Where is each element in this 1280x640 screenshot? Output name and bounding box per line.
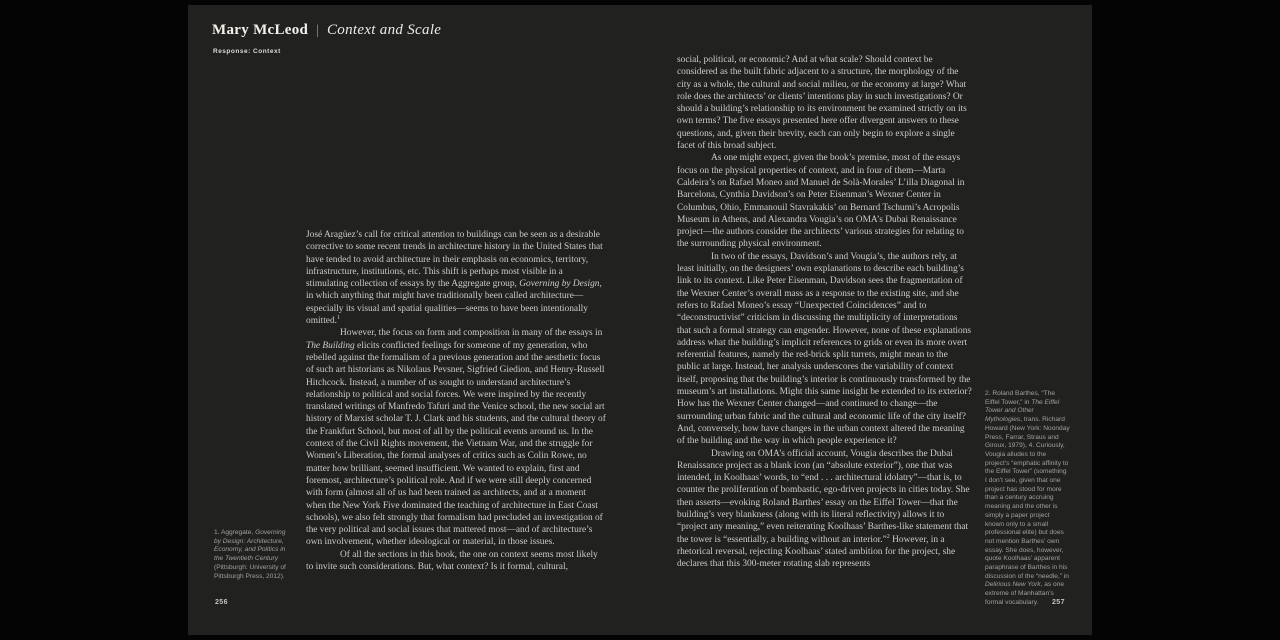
text-run: In two of the essays, Davidson’s and Vougia’s, the authors rely, at least initially, on the designers’ own explanations to describe each building’s link to its context. Like Peter Eisenman, Davidson sees the fragmentation of the Wexner Center’s overall mass as a response to the existing site, and she refers to Rafael Moneo’s essay “Unexpected Coincidences” and to “deconstructivist” criticism in discussing the multiplicity of interpretations that such a formal strategy can engender. However, none of these explanations address what the building’s implicit references to grids or even its more overt referential features, namely the red-brick split turrets, might mean to the public at large. Instead, her analysis underscores the variability of context itself, proposing that the building’s interior is continuously transformed by the museum’s art installations. Might this same insight be extended to its exterior? How has the Wexner Center changed—and continued to change—the surrounding urban fabric and the cultural and economic life of the city itself? And, conversely, how have changes in the urban context altered the meaning of the building and the way in which people experience it? xyxy=(677,251,972,447)
page-header xyxy=(212,21,441,39)
footnote-marker: 1 xyxy=(337,314,340,321)
right-page-text-column xyxy=(677,54,973,594)
body-paragraph xyxy=(677,448,973,571)
essay-title: Context and Scale xyxy=(327,22,442,38)
text-run: , trans. Richard Howard (New York: Noonday Press, Farrar, Straus and Giroux, 1979), 4. Curiously, Vougia alludes to the project’s “emphatic affinity to the Eiffel Tower” (something I don’t see, given that one project has stood for more than a century accruing meaning and the other is simply a paper project known only to a small professional elite) but does not mention Barthes’ own essay. She does, however, quote Koolhaas’ apparent paraphrase of Barthes in his discussion of the “needle,” in xyxy=(985,416,1070,580)
page-number-left: 256 xyxy=(215,599,228,606)
italic-text: The Building xyxy=(306,340,355,351)
text-run: 2. Roland Barthes, “The Eiffel Tower,” in xyxy=(985,390,1056,406)
italic-text: Governing by Design: Architecture, Economy, and Politics in the Twentieth Century xyxy=(214,529,286,563)
body-paragraph xyxy=(677,251,973,448)
body-paragraph xyxy=(306,229,606,327)
left-page-text-column xyxy=(306,229,606,605)
text-run: José Aragüez’s call for critical attention to buildings can be seen as a desirable corrective to some recent trends in architecture history in the United States that have tended to avoid architecture in their emphasis on economics, territory, infrastructure, institutions, etc. This shift is perhaps most visible in a stimulating collection of essays by the Aggregate group, xyxy=(306,230,603,290)
text-run: , in which anything that might have traditionally been called architecture—especially its visual and spatial qualities—seems to have been intentionally omitted. xyxy=(306,279,602,327)
body-paragraph xyxy=(306,549,606,574)
body-paragraph xyxy=(677,54,973,152)
text-run: (Pittsburgh: University of Pittsburgh Press, 2012). xyxy=(214,563,286,580)
text-run: , as one extreme of Manhattan’s formal vocabulary. xyxy=(985,581,1065,606)
page-number-right: 257 xyxy=(1052,599,1065,606)
section-kicker: Response: Context xyxy=(213,48,281,55)
text-run: As one might expect, given the book’s premise, most of the essays focus on the physical properties of context, and in four of them—Marta Caldeira’s on Rafael Moneo and Manuel de Solà-Morales’ L’illa Diagonal in Barcelona, Cynthia Davidson’s on Peter Eisenman’s Wexner Center in Columbus, Ohio, Emmanouil Stavrakakis’ on Bernard Tschumi’s Acropolis Museum in Athens, and Alexandra Vougia’s on OMA’s Dubai Renaissance project—the authors consider the architects’ various strategies for relating to the surrounding physical environment. xyxy=(677,153,965,250)
text-run: Of all the sections in this book, the one on context seems most likely to invite such considerations. But, what context? Is it formal, cultural, xyxy=(306,549,598,573)
body-paragraph xyxy=(306,327,606,548)
text-run: However, the focus on form and composition in many of the essays in xyxy=(340,328,603,339)
body-paragraph xyxy=(677,152,973,250)
text-run: Drawing on OMA’s official account, Vougia describes the Dubai Renaissance project as a blank icon (an “absolute exterior”), one that was intended, in Koolhaas’ words, to “end . . . architectural idolatry”—that is, to counter the proliferation of bombastic, ego-driven projects in cities today. She then asserts—evoking Roland Barthes’ essay on the Eiffel Tower—that the building’s very blankness (along with its literal reflectivity) allows it to “project any meaning,” even reiterating Koolhaas’ Barthes-like statement that the tower is “essentially, a building without an interior.” xyxy=(677,448,970,545)
header-separator: | xyxy=(316,23,319,38)
text-run: However, in a rhetorical reversal, rejecting Koolhaas’ stated ambition for the project, she declares that this 300-meter rotating slab represents xyxy=(677,534,956,570)
italic-text: Governing by Design xyxy=(519,279,600,290)
italic-text: The Eiffel Tower and Other Mythologies xyxy=(985,398,1060,424)
author-name: Mary McLeod xyxy=(212,22,309,38)
text-run: social, political, or economic? And at what scale? Should context be considered as the built fabric adjacent to a structure, the morphology of the city as a whole, the cultural and social milieu, or the economy at large? What role does the architects’ or clients’ intentions play in such investigations? Or should a building’s relationship to its environment be examined strictly on its own terms? The five essays presented here offer divergent answers to these questions, and, given their brevity, each can only begin to explore a single facet of this broad subject. xyxy=(677,55,967,152)
italic-text: Delirious New York xyxy=(985,581,1041,589)
footnote-2 xyxy=(985,390,1070,608)
book-spread xyxy=(188,5,1092,635)
text-run: elicits conflicted feelings for someone of my generation, who rebelled against the formalism of a previous generation and the aesthetic focus of such art historians as Nikolaus Pevsner, Sigfried Giedion, and Henry-Russell Hitchcock. Instead, a number of us sought to understand architecture’s relationship to political and social forces. We were inspired by the recently translated writings of Manfredo Tafuri and the Venice school, the new social art history of Marxist scholar T. J. Clark and his students, and the cultural theory of the Frankfurt School, but most of all by the political events around us. In the context of the Civil Rights movement, the Vietnam War, and the struggle for Women’s Liberation, the formal analyses of critics such as Colin Rowe, no matter how brilliant, seemed insufficient. We wanted to explain, first and foremost, architecture’s political role. And if we were still deeply concerned with form (almost all of us had been trained as architects, and at a moment when the New York Five dominated the teaching of architecture in East Coast schools), we also felt strongly that formalism had precluded an investigation of the very political and social issues that mattered most—and of architecture’s own involvement, whether ideological or material, in those issues. xyxy=(306,340,606,548)
footnote-1 xyxy=(214,529,294,581)
text-run: 1. Aggregate, xyxy=(214,529,256,536)
footnote-marker: 2 xyxy=(886,533,890,540)
